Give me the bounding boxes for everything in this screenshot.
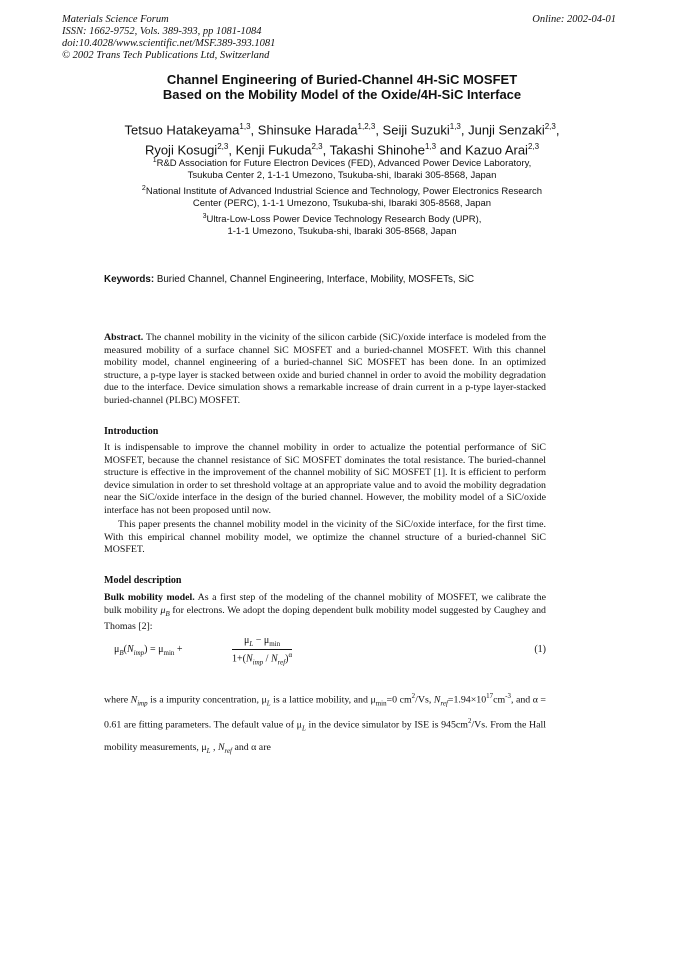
- where-text: /Vs,: [415, 694, 432, 706]
- author-conjunction: and: [439, 142, 462, 158]
- where-text: , and α = 0.61 are fitting parameters. The default value of: [104, 694, 547, 731]
- affiliation-line: Ultra-Low-Loss Power Device Technology Research Body (UPR),: [206, 214, 482, 226]
- title-line-2: Based on the Mobility Model of the Oxide/4H-SiC Interface: [162, 87, 522, 102]
- where-text: and α are: [234, 741, 271, 753]
- author-affil: 1,2,3: [357, 122, 376, 131]
- nref-unit: cm: [493, 694, 506, 706]
- title-line-1: Channel Engineering of Buried-Channel 4H-SiC MOSFET: [166, 72, 518, 87]
- doi-link[interactable]: doi:10.4028/www.scientific.net/MSF.389-393.1081: [62, 38, 276, 49]
- nref-unit-exponent: -3: [505, 693, 511, 700]
- author-affil: 2,3: [527, 142, 540, 152]
- author-name: Seiji Suzuki: [382, 122, 450, 138]
- author-name: Junji Senzaki: [468, 122, 545, 138]
- author-name: Kazuo Arai: [465, 142, 528, 158]
- online-date: Online: 2002-04-01: [532, 14, 616, 25]
- copyright: © 2002 Trans Tech Publications Ltd, Switzerland: [62, 50, 270, 61]
- where-text: =0 cm: [386, 694, 412, 706]
- intro-paragraph-1: It is indispensable to improve the channel mobility in order to actualize the potential performance of SiC MOSFET, because the channel resistance of SiC MOSFET dominates the total resistance. The buried-channel structure is effective in the improvement of the channel mobility of SiC MOSFET [1]. It is efficient to perform device simulation in order to set threshold voltage at an appropriate value and to avoid the mobility degradation near the SiC/oxide interface in the design of the buried channel. However, the mobility model of a SiC/oxide interface has not been proposed until now.: [104, 442, 546, 516]
- section-heading-introduction: Introduction: [104, 426, 159, 437]
- intro-paragraph-2: This paper presents the channel mobility model in the vicinity of the SiC/oxide interface, for the first time. With this empirical channel mobility model, we optimize the channel structure of a buried-channel SiC MOSFET.: [104, 519, 546, 556]
- abstract-text: The channel mobility in the vicinity of the silicon carbide (SiC)/oxide interface is modeled from the measured mobility of a surface channel SiC MOSFET and a buried-channel MOSFET. With this channel mobility model, channel engineering of a buried-channel SiC MOSFET has been done. In an optimized structure, a p-type layer is stacked between oxide and buried channel in order to avoid the mobility degradation due to the interface. Device simulation shows a remarkable increase of drain current in a p-type layer-stacked buried-channel (PLBC) MOSFET.: [104, 332, 546, 406]
- paper-title: [62, 72, 622, 102]
- affiliation-mark: 2: [141, 185, 146, 192]
- where-text: is a impurity concentration,: [150, 694, 259, 706]
- journal-name: Materials Science Forum: [62, 14, 169, 25]
- equation-lhs: $\mu_B(N_{imp}) = \mu_{min}$ +: [114, 644, 183, 657]
- bulk-mobility-label: Bulk mobility model.: [104, 592, 195, 603]
- author-affil: 2,3: [217, 142, 229, 152]
- affiliation-line: Tsukuba Center 2, 1-1-1 Umezono, Tsukuba-shi, Ibaraki 305-8568, Japan: [187, 170, 497, 182]
- keywords: [104, 274, 474, 285]
- nref-exponent: 17: [486, 693, 494, 700]
- author-affil: 1,3: [424, 142, 437, 152]
- section-heading-model: Model description: [104, 575, 182, 586]
- author-name: Takashi Shinohe: [329, 142, 425, 158]
- abstract-label: Abstract.: [104, 332, 144, 343]
- bulk-text-2: for electrons. We adopt the doping dependent bulk mobility model suggested by Caughey and Thomas [2]:: [104, 604, 546, 633]
- where-text: is a lattice mobility, and: [273, 694, 368, 706]
- equation-fraction: [232, 635, 292, 666]
- where-text: in the device simulator by ISE is 945cm: [308, 719, 468, 731]
- affiliation-line: National Institute of Advanced Industrial Science and Technology, Power Electronics Research: [145, 186, 543, 198]
- publication-info: [62, 14, 275, 62]
- equation-1: [114, 635, 546, 675]
- where-text: where: [104, 694, 129, 706]
- author-name: Tetsuo Hatakeyama: [124, 122, 240, 138]
- author-name: Kenji Fukuda: [235, 142, 312, 158]
- equation-explanation: where $N_{imp}$ is a impurity concentration, $\mu_L$ is a lattice mobility, and $\mu_{min}=0$ $cm^2/Vs$, $N_{ref}=1.94\times 10^{17}cm^{-3}$, and α = 0.61 are fitting parameters. The default value of $\mu_L$ in the device simulator by ISE is $945cm^2/Vs$. From the Hall mobility measurements, $\mu_L$ , $N_{ref}$ and α are: [104, 693, 547, 755]
- affiliation-line: R&D Association for Future Electron Devices (FED), Advanced Power Device Laboratory,: [156, 158, 532, 170]
- affiliation-1: [62, 155, 622, 182]
- bulk-mobility-paragraph: Bulk mobility model. As a first step of the modeling of the channel mobility of MOSFET, we calibrate the bulk mobility $\mu_B$ for electrons. We adopt the doping dependent bulk mobility model suggested by Caughey and Thomas [2]:: [104, 592, 546, 633]
- equation-denominator: $1+(N_{imp} / N_{ref})^\alpha$: [232, 651, 293, 667]
- affiliation-2: [62, 183, 622, 210]
- keywords-label: Keywords:: [104, 274, 155, 285]
- author-affil: 2,3: [311, 142, 323, 152]
- author-affil: 2,3: [544, 122, 556, 131]
- affiliation-3: [62, 211, 622, 238]
- where-text: /Vs. From the Hall mobility measurements,: [104, 719, 547, 753]
- author-name: Ryoji Kosugi: [144, 142, 218, 158]
- bulk-text-1: As a first step of the modeling of the channel mobility of MOSFET, we calibrate the bulk mobility: [104, 592, 546, 616]
- affiliation-mark: 1: [152, 157, 157, 164]
- author-name: Shinsuke Harada: [257, 122, 358, 138]
- author-list: Tetsuo Hatakeyama$^{1,3}$, Shinsuke Harada$^{1,2,3}$, Seiji Suzuki$^{1,3}$, Junji Senzaki$^{2,3}$, Ryoji Kosugi$^{2,3}$, Kenji Fukuda$^{2,3}$, Takashi Shinohe$^{1,3}$ and Kazuo Arai$^{2,3}$: [124, 122, 560, 158]
- abstract: [104, 332, 546, 408]
- affiliation-line: Center (PERC), 1-1-1 Umezono, Tsukuba-shi, Ibaraki 305-8568, Japan: [192, 198, 492, 210]
- author-affil: 1,3: [239, 122, 251, 131]
- affiliation-line: 1-1-1 Umezono, Tsukuba-shi, Ibaraki 305-8568, Japan: [227, 226, 457, 238]
- affiliation-mark: 3: [202, 213, 207, 220]
- issn: ISSN: 1662-9752, Vols. 389-393, pp 1081-1084: [62, 26, 262, 37]
- nref-value: =1.94×10: [447, 694, 487, 706]
- author-affil: 1,3: [449, 122, 461, 131]
- keywords-text: Buried Channel, Channel Engineering, Interface, Mobility, MOSFETs, SiC: [156, 274, 475, 285]
- equation-number: (1): [534, 644, 546, 655]
- equation-numerator: $\mu_L - \mu_{min}$: [232, 635, 292, 650]
